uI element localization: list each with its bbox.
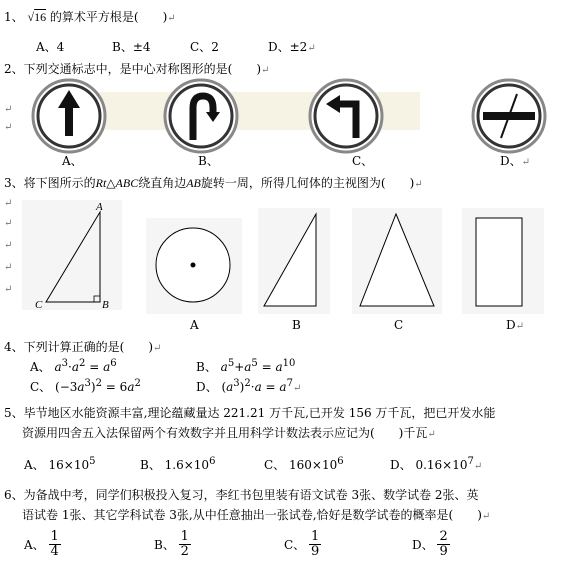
sign-bar-slash-icon [473,80,545,152]
q6-option-c: C、 $\frac{1}{9}$ [284,529,320,559]
q6-option-d: D、 $\frac{2}{9}$ [412,529,448,559]
q2-label-a: A、 [62,154,83,168]
view-circle-with-center [146,218,242,314]
q4-option-c: C、 $(-3a^3)^2 = 6a^2$ [30,378,141,394]
q5-stem-line1: 5、毕节地区水能资源丰富,理论蕴藏量达 221.21 万千瓦,已开发 156 万千瓦，把已开发水能 [4,406,496,420]
fraction: $\frac{1}{9}$ [311,529,320,559]
q1-option-b: B、±4 [112,40,151,54]
sign-left-turn-arrow-icon [310,80,382,152]
q5-option-c: C、 $160\times 10^6$ [264,456,344,472]
q5-stem-line2: 资源用四舍五入法保留两个有效数字并且用科学计数法表示应记为( )千瓦↵ [22,426,436,440]
q2-label-b: B、 [198,154,219,168]
q3-label-c: C [394,318,404,332]
q4-option-a: A、 $a^3\cdot a^2 = a^6$ [30,358,117,374]
q6-option-a: A、 $\frac{1}{4}$ [24,529,59,559]
q3-label-b: B [292,318,301,332]
svg-text:A: A [96,201,103,213]
view-right-triangle [258,208,330,314]
q3-label-a: A [190,318,199,332]
fraction: $\frac{1}{2}$ [180,529,189,559]
q5-option-a: A、 $16\times 10^5$ [24,456,96,472]
svg-text:B: B [102,299,109,311]
q6-stem-line2: 语试卷 1张、其它学科试卷 3张,从中任意抽出一张试卷,恰好是数学试卷的概率是( )↵ [22,508,491,522]
q4-option-d: D、 $(a^3)^2\cdot a$ = $a^7↵$ [196,378,302,394]
q5-option-d: D、 $0.16\times 10^7↵$ [390,456,483,472]
q3-stem: 3、将下图所示的Rt△ABC绕直角边AB旋转一周，所得几何体的主视图为( )↵ [4,176,423,190]
q4-stem: 4、下列计算正确的是( )↵ [4,340,162,354]
q1-option-c: C、2 [190,40,219,54]
q2-stem: 2、下列交通标志中，是中心对称图形的是( )↵ [4,62,270,76]
q1-option-a: A、4 [36,40,65,54]
q3-figures [0,198,562,318]
sign-u-turn-arrow-icon [165,80,237,152]
fraction: $\frac{2}{9}$ [439,529,448,559]
q1-stem: 1、 √16 的算术平方根是( )↵ [4,10,176,24]
q4-option-b: B、 $a^5+a^5 = a^{10}$ [196,358,296,374]
view-rectangle [462,208,544,314]
fraction: $\frac{1}{4}$ [50,529,59,559]
q3-label-d: D↵ [506,318,525,332]
right-triangle-abc [22,200,122,311]
q2-label-d: D、↵ [500,154,531,168]
q2-label-c: C、 [352,154,374,168]
sign-straight-arrow-icon [33,80,105,152]
svg-text:C: C [35,299,43,311]
q6-stem-line1: 6、为备战中考，同学们积极投入复习，李红书包里装有语文试卷 3张、数学试卷 2张、英 [4,488,479,502]
q5-option-b: B、 $1.6\times 10^6$ [140,456,216,472]
q6-option-b: B、 $\frac{1}{2}$ [154,529,189,559]
sqrt-expression: √16 [27,10,47,24]
view-isosceles-triangle [352,208,442,314]
q2-traffic-signs [0,74,562,174]
q1-option-d: D、±2↵ [268,40,316,54]
